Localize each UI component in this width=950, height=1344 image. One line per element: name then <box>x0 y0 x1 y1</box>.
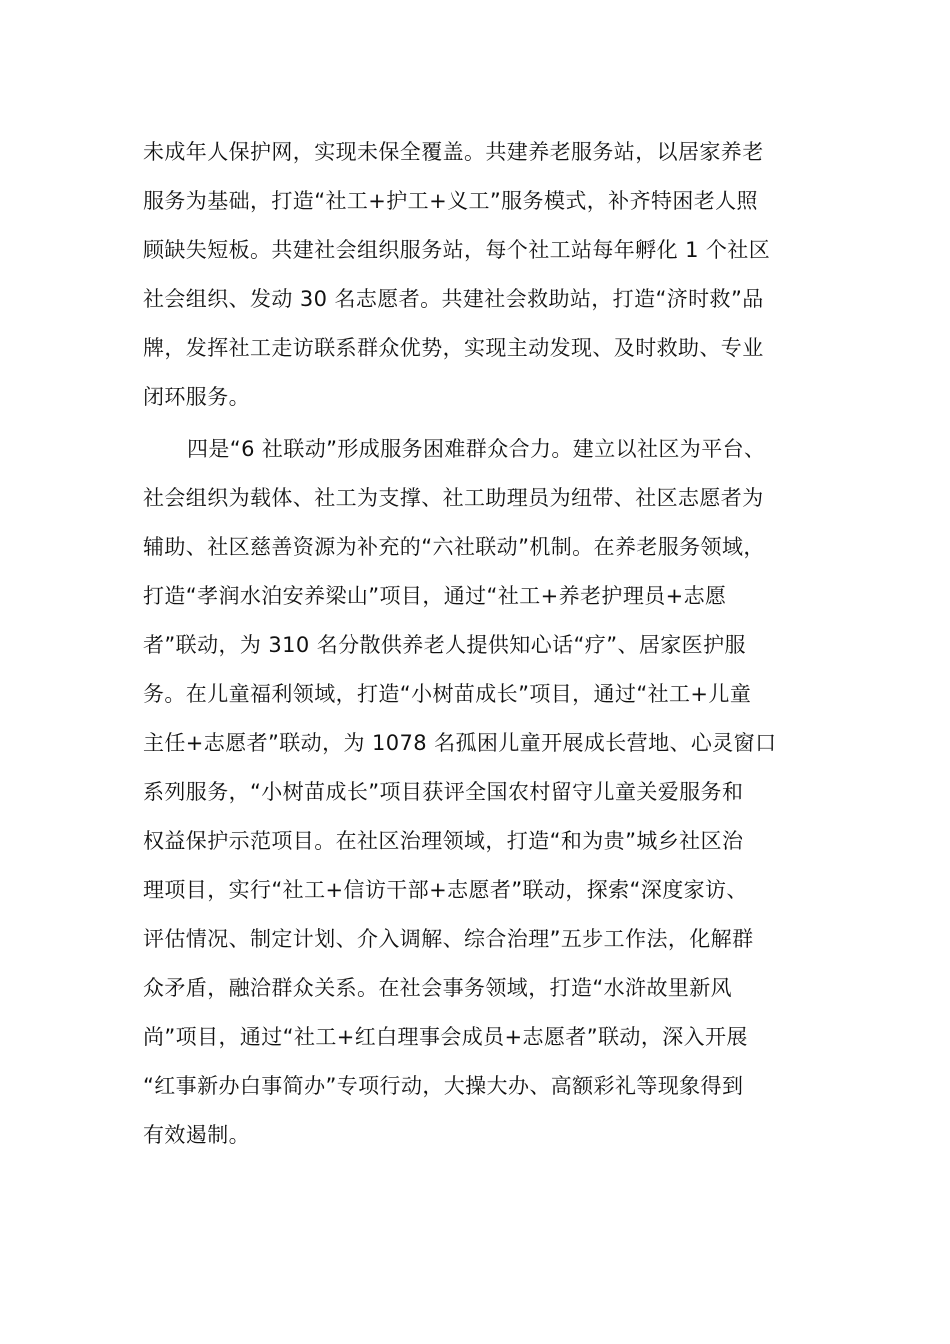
text-line: “红事新办白事简办”专项行动，大操大办、高额彩礼等现象得到 <box>143 1074 744 1098</box>
text-line: 四是“6 社联动”形成服务困难群众合力。建立以社区为平台、 <box>187 437 766 461</box>
text-line: 尚”项目，通过“社工+红白理事会成员+志愿者”联动，深入开展 <box>143 1025 748 1049</box>
text-line: 未成年人保护网，实现未保全覆盖。共建养老服务站，以居家养老 <box>143 140 764 164</box>
text-line: 社会组织、发动 30 名志愿者。共建社会救助站，打造“济时救”品 <box>143 287 764 311</box>
text-line: 闭环服务。 <box>143 385 250 409</box>
paragraph-six-social-linkage <box>143 425 811 1160</box>
text-line: 者”联动，为 310 名分散供养老人提供知心话“疗”、居家医护服 <box>143 633 746 657</box>
text-line: 主任+志愿者”联动，为 1078 名孤困儿童开展成长营地、心灵窗口 <box>143 731 777 755</box>
text-line: 务。在儿童福利领域，打造“小树苗成长”项目，通过“社工+儿童 <box>143 682 752 706</box>
text-line: 辅助、社区慈善资源为补充的“六社联动”机制。在养老服务领域， <box>143 535 765 559</box>
text-line: 社会组织为载体、社工为支撑、社工助理员为纽带、社区志愿者为 <box>143 486 764 510</box>
text-line: 众矛盾，融洽群众关系。在社会事务领域，打造“水浒故里新风 <box>143 976 733 1000</box>
text-line: 系列服务，“小树苗成长”项目获评全国农村留守儿童关爱服务和 <box>143 780 744 804</box>
text-line: 权益保护示范项目。在社区治理领域，打造“和为贵”城乡社区治 <box>143 829 744 853</box>
text-line: 顾缺失短板。共建社会组织服务站，每个社工站每年孵化 1 个社区 <box>143 238 771 262</box>
text-line: 有效遏制。 <box>143 1123 250 1147</box>
text-line: 打造“孝润水泊安养梁山”项目，通过“社工+养老护理员+志愿 <box>143 584 727 608</box>
text-line: 理项目，实行“社工+信访干部+志愿者”联动，探索“深度家访、 <box>143 878 748 902</box>
text-line: 牌，发挥社工走访联系群众优势，实现主动发现、及时救助、专业 <box>143 336 764 360</box>
paragraph-social-stations <box>143 128 811 422</box>
text-line: 服务为基础，打造“社工+护工+义工”服务模式，补齐特困老人照 <box>143 189 758 213</box>
text-line: 评估情况、制定计划、介入调解、综合治理”五步工作法，化解群 <box>143 927 754 951</box>
